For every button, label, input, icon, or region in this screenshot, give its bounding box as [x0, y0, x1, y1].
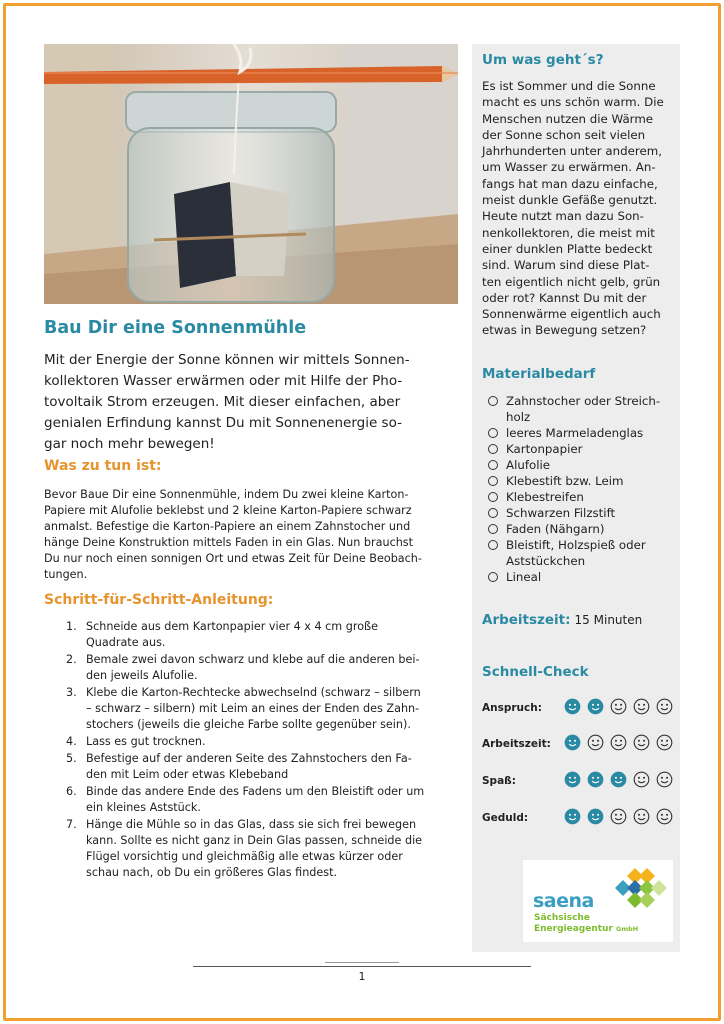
material-item	[488, 521, 678, 537]
step-item	[44, 652, 458, 684]
check-label: Spaß:	[482, 775, 516, 787]
material-item	[488, 393, 678, 425]
material-text: Lineal	[506, 570, 542, 584]
saena-logo	[523, 860, 673, 942]
smiley-outline-icon	[656, 698, 673, 715]
smiley-filled-icon	[564, 771, 581, 788]
material-text: Schwarzen Filzstift	[506, 506, 616, 520]
step-line: Binde das andere Ende des Fadens um den Bleistift oder um	[86, 785, 425, 798]
smiley-outline-icon	[633, 734, 650, 751]
step-item	[44, 751, 458, 783]
sidebar	[472, 44, 680, 952]
smiley-outline-icon	[633, 698, 650, 715]
material-text: Kartonpapier	[506, 442, 583, 456]
intro-line: genialen Erfindung kannst Du mit Sonnenenergie so-	[44, 415, 402, 431]
about-line: Jahrhunderten unter anderem,	[482, 144, 662, 159]
material-text: Zahnstocher oder Streich-	[506, 394, 661, 408]
about-line: oder rot? Kannst Du mit der	[482, 290, 647, 305]
smiley-outline-icon	[587, 734, 604, 751]
page-number: 1	[358, 970, 366, 983]
step-number: 7.	[66, 818, 77, 831]
circle-bullet-icon	[488, 572, 498, 582]
about-text	[482, 78, 677, 339]
check-label: Geduld:	[482, 812, 529, 824]
step-line: kann. Sollte es nicht ganz in Dein Glas passen, schneide die	[86, 834, 423, 847]
material-item	[488, 537, 678, 569]
step-number: 1.	[66, 620, 77, 633]
smiley-outline-icon	[610, 698, 627, 715]
step-line: – schwarz – silbern) mit Leim an eines der Enden des Zahn-	[86, 702, 420, 715]
circle-bullet-icon	[488, 460, 498, 470]
about-line: der Sonne schon seit vielen	[482, 127, 646, 142]
check-label: Anspruch:	[482, 702, 542, 714]
about-line: etwas in Bewegung setzen?	[482, 323, 647, 338]
material-item	[488, 489, 678, 505]
todo-line: anmalst. Befestige die Karton-Papiere an einem Zahnstocher und	[44, 520, 411, 533]
material-item	[488, 457, 678, 473]
about-line: Sonnenwärme eigentlich auch	[482, 307, 661, 322]
smiley-outline-icon	[656, 808, 673, 825]
step-number: 2.	[66, 653, 77, 666]
step-line: den jeweils Alufolie.	[86, 669, 198, 682]
about-line: ten eigentlich nicht gelb, grün	[482, 274, 661, 289]
step-line: stochers (jeweils die gleiche Farbe sollte gegenüber sein).	[86, 718, 411, 731]
logo-line	[534, 924, 638, 935]
worktime	[482, 612, 677, 628]
check-row-spass	[482, 771, 682, 791]
about-line: meist dunkle Gefäße genutzt.	[482, 193, 658, 208]
todo-line: tungen.	[44, 568, 88, 581]
about-line: fangs hat man dazu einfache,	[482, 176, 658, 191]
intro-line: gar noch mehr bewegen!	[44, 436, 215, 452]
rating-icons	[564, 771, 673, 788]
material-heading: Materialbedarf	[482, 366, 596, 382]
smiley-outline-icon	[633, 808, 650, 825]
worktime-label: Arbeitszeit:	[482, 612, 571, 628]
check-label: Arbeitszeit:	[482, 738, 551, 750]
material-text: Alufolie	[506, 458, 551, 472]
logo-line: Sächsische	[534, 913, 590, 923]
material-text: holz	[506, 410, 531, 424]
circle-bullet-icon	[488, 476, 498, 486]
step-line: Flügel vorsichtig und gleichmäßig alle etwas kürzer oder	[86, 850, 403, 863]
smiley-filled-icon	[587, 771, 604, 788]
footer-divider-short	[325, 962, 399, 963]
circle-bullet-icon	[488, 540, 498, 550]
about-line: einer dunklen Platte bedeckt	[482, 241, 653, 256]
rating-icons	[564, 734, 673, 751]
todo-text	[44, 487, 456, 583]
about-line: Es ist Sommer und die Sonne	[482, 79, 656, 93]
material-item	[488, 425, 678, 441]
step-item	[44, 784, 458, 816]
todo-line: Du nur noch einen sonnigen Ort und etwas Zeit für Deine Beobach-	[44, 552, 422, 565]
steps-heading: Schritt-für-Schritt-Anleitung:	[44, 592, 274, 608]
smiley-filled-icon	[610, 771, 627, 788]
intro-line: kollektoren Wasser erwärmen oder mit Hilfe der Pho-	[44, 373, 403, 389]
circle-bullet-icon	[488, 444, 498, 454]
step-line: Klebe die Karton-Rechtecke abwechselnd (schwarz – silbern	[86, 686, 421, 699]
intro-line: Mit der Energie der Sonne können wir mittels Sonnen-	[44, 352, 410, 368]
step-number: 4.	[66, 735, 77, 748]
step-item	[44, 817, 458, 881]
smiley-filled-icon	[587, 808, 604, 825]
step-number: 5.	[66, 752, 77, 765]
material-list	[488, 393, 678, 585]
step-line: ein kleines Aststück.	[86, 801, 201, 814]
material-item	[488, 441, 678, 457]
check-row-geduld	[482, 808, 682, 828]
step-line: Schneide aus dem Kartonpapier vier 4 x 4 cm große	[86, 620, 378, 633]
material-text: Klebestift bzw. Leim	[506, 474, 624, 488]
material-item	[488, 505, 678, 521]
intro-text	[44, 350, 456, 455]
step-number: 3.	[66, 686, 77, 699]
step-item	[44, 685, 458, 733]
worktime-value: 15 Minuten	[574, 613, 643, 627]
steps-list	[44, 619, 458, 882]
check-heading: Schnell-Check	[482, 664, 589, 680]
about-line: Heute nutzt man dazu Son-	[482, 209, 644, 224]
smiley-filled-icon	[564, 698, 581, 715]
check-row-anspruch	[482, 698, 682, 718]
circle-bullet-icon	[488, 508, 498, 518]
jar-photo	[44, 44, 458, 304]
material-text: Aststückchen	[506, 554, 586, 568]
material-item	[488, 569, 678, 585]
circle-bullet-icon	[488, 396, 498, 406]
circle-bullet-icon	[488, 428, 498, 438]
check-row-arbeitszeit	[482, 734, 682, 754]
step-line: schau nach, ob Du ein größeres Glas findest.	[86, 866, 338, 879]
step-number: 6.	[66, 785, 77, 798]
about-line: sind. Warum sind diese Plat-	[482, 258, 650, 273]
intro-line: tovoltaik Strom erzeugen. Mit dieser einfachen, aber	[44, 394, 401, 410]
step-item	[44, 619, 458, 651]
about-line: nenkollektoren, die meist mit	[482, 225, 655, 240]
step-line: den mit Leim oder etwas Klebeband	[86, 768, 289, 781]
about-line: Menschen nutzen die Wärme	[482, 111, 654, 126]
logo-mark-icon	[607, 868, 667, 918]
smiley-filled-icon	[587, 698, 604, 715]
smiley-outline-icon	[610, 808, 627, 825]
circle-bullet-icon	[488, 492, 498, 502]
footer-divider	[193, 966, 531, 967]
rating-icons	[564, 698, 673, 715]
page-title: Bau Dir eine Sonnenmühle	[44, 318, 307, 338]
smiley-outline-icon	[656, 734, 673, 751]
step-line: Befestige auf der anderen Seite des Zahnstochers den Fa-	[86, 752, 412, 765]
smiley-filled-icon	[564, 808, 581, 825]
circle-bullet-icon	[488, 524, 498, 534]
logo-line-text: Energieagentur	[534, 924, 613, 934]
logo-suffix: GmbH	[616, 925, 639, 933]
material-text: Faden (Nähgarn)	[506, 522, 605, 536]
step-line: Bemale zwei davon schwarz und klebe auf die anderen bei-	[86, 653, 420, 666]
step-item	[44, 734, 458, 750]
smiley-outline-icon	[633, 771, 650, 788]
todo-line: Papiere mit Alufolie beklebst und 2 kleine Karton-Papiere schwarz	[44, 504, 412, 517]
smiley-outline-icon	[656, 771, 673, 788]
about-line: macht es uns schön warm. Die	[482, 95, 664, 110]
todo-line: hänge Deine Konstruktion mittels Faden in ein Glas. Nun brauchst	[44, 536, 414, 549]
todo-heading: Was zu tun ist:	[44, 458, 162, 474]
rating-icons	[564, 808, 673, 825]
step-line: Lass es gut trocknen.	[86, 735, 206, 748]
step-line: Quadrate aus.	[86, 636, 166, 649]
material-item	[488, 473, 678, 489]
material-text: leeres Marmeladenglas	[506, 426, 644, 440]
todo-line: Bevor Baue Dir eine Sonnenmühle, indem Du zwei kleine Karton-	[44, 488, 409, 501]
material-text: Klebestreifen	[506, 490, 584, 504]
smiley-filled-icon	[564, 734, 581, 751]
step-line: Hänge die Mühle so in das Glas, dass sie sich frei bewegen	[86, 818, 417, 831]
logo-name: saena	[533, 890, 594, 912]
smiley-outline-icon	[610, 734, 627, 751]
about-heading: Um was geht´s?	[482, 52, 604, 68]
material-text: Bleistift, Holzspieß oder	[506, 538, 646, 552]
about-line: um Wasser zu erwärmen. An-	[482, 160, 656, 175]
